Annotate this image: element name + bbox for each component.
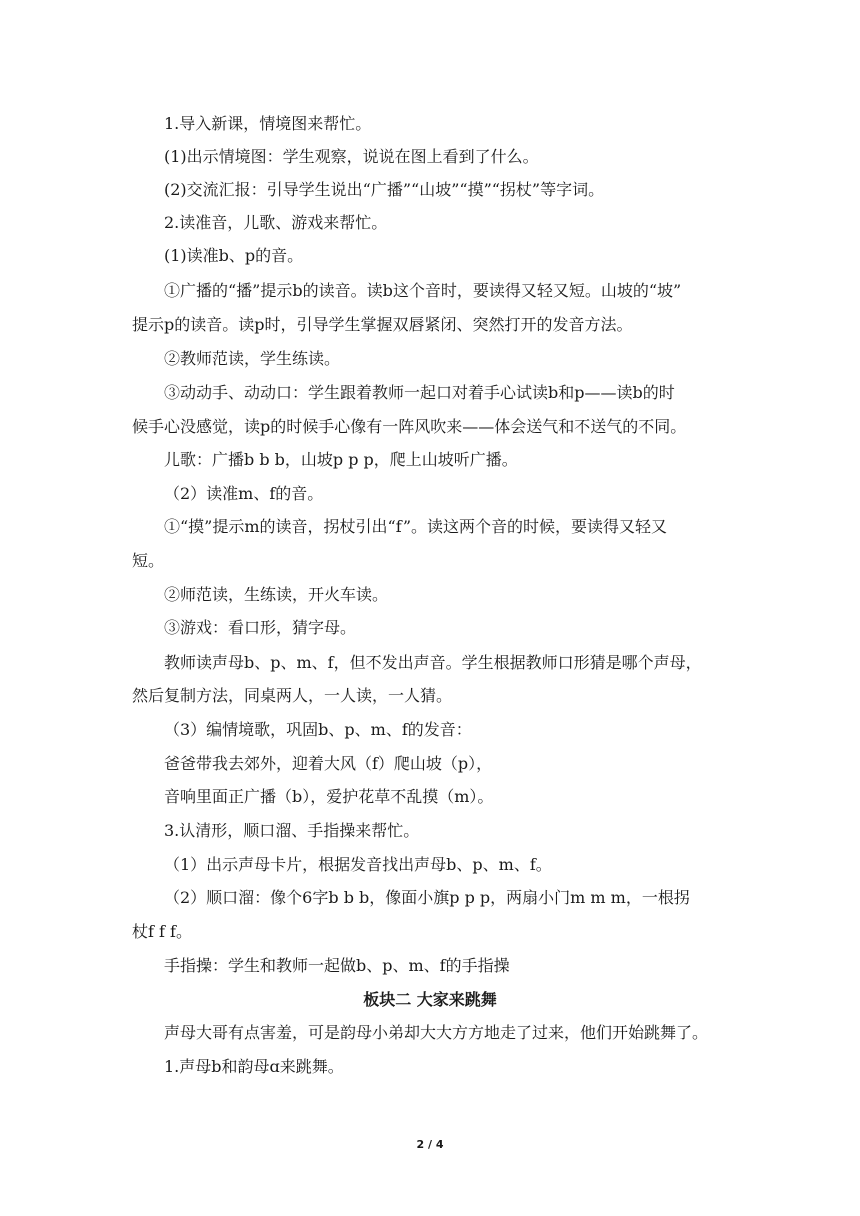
paragraph-line: 1.声母b和韵母ɑ来跳舞。: [164, 1057, 344, 1076]
paragraph-line: ②师范读，生练读，开火车读。: [164, 585, 389, 604]
paragraph-line: 然后复制方法，同桌两人，一人读，一人猜。: [132, 686, 453, 705]
paragraph-line: 2.读准音，儿歌、游戏来帮忙。: [164, 213, 388, 232]
paragraph-line: 3.认清形，顺口溜、手指操来帮忙。: [164, 821, 420, 840]
paragraph-line: ③游戏：看口形，猜字母。: [164, 618, 357, 637]
paragraph-line: （2）读准m、f的音。: [164, 484, 324, 503]
paragraph-line: 声母大哥有点害羞，可是韵母小弟却大大方方地走了过来，他们开始跳舞了。: [164, 1023, 709, 1042]
paragraph-line: 短。: [132, 551, 165, 570]
paragraph-line: 候手心没感觉，读p的时候手心像有一阵风吹来——体会送气和不送气的不同。: [132, 417, 687, 436]
paragraph-line: （3）编情境歌，巩固b、p、m、f的发音：: [164, 720, 472, 739]
paragraph-line: 提示p的读音。读p时，引导学生掌握双唇紧闭、突然打开的发音方法。: [132, 315, 633, 334]
paragraph-line: (1)出示情境图：学生观察，说说在图上看到了什么。: [164, 147, 539, 166]
paragraph-line: ③动动手、动动口：学生跟着教师一起口对着手心试读b和p——读b的时: [164, 383, 675, 402]
paragraph-line: 手指操：学生和教师一起做b、p、m、f的手指操: [164, 956, 510, 975]
paragraph-line: ①“摸”提示m的读音，拐杖引出“f”。读这两个音的时候，要读得又轻又: [164, 517, 667, 536]
paragraph-line: 儿歌：广播b b b，山坡p p p，爬上山坡听广播。: [164, 450, 518, 469]
paragraph-line: 音响里面正广播（b），爱护花草不乱摸（m）。: [164, 787, 494, 806]
paragraph-line: 1.导入新课，情境图来帮忙。: [164, 114, 372, 133]
paragraph-line: (1)读准b、p的音。: [164, 246, 304, 265]
paragraph-line: 杖f f f。: [132, 922, 192, 941]
paragraph-line: ②教师范读，学生练读。: [164, 349, 341, 368]
section-heading: 板块二 大家来跳舞: [363, 990, 497, 1009]
paragraph-line: (2)交流汇报：引导学生说出“广播”“山坡”“摸”“拐杖”等字词。: [164, 180, 605, 199]
paragraph-line: （2）顺口溜：像个6字b b b，像面小旗p p p，两扇小门m m m，一根拐: [164, 888, 690, 907]
page-number: 2 / 4: [416, 1138, 444, 1151]
paragraph-line: ①广播的“播”提示b的读音。读b这个音时，要读得又轻又短。山坡的“坡”: [164, 281, 682, 300]
paragraph-line: 教师读声母b、p、m、f，但不发出声音。学生根据教师口形猜是哪个声母，: [164, 653, 702, 672]
paragraph-line: （1）出示声母卡片，根据发音找出声母b、p、m、f。: [164, 855, 552, 874]
paragraph-line: 爸爸带我去郊外，迎着大风（f）爬山坡（p），: [164, 754, 493, 773]
